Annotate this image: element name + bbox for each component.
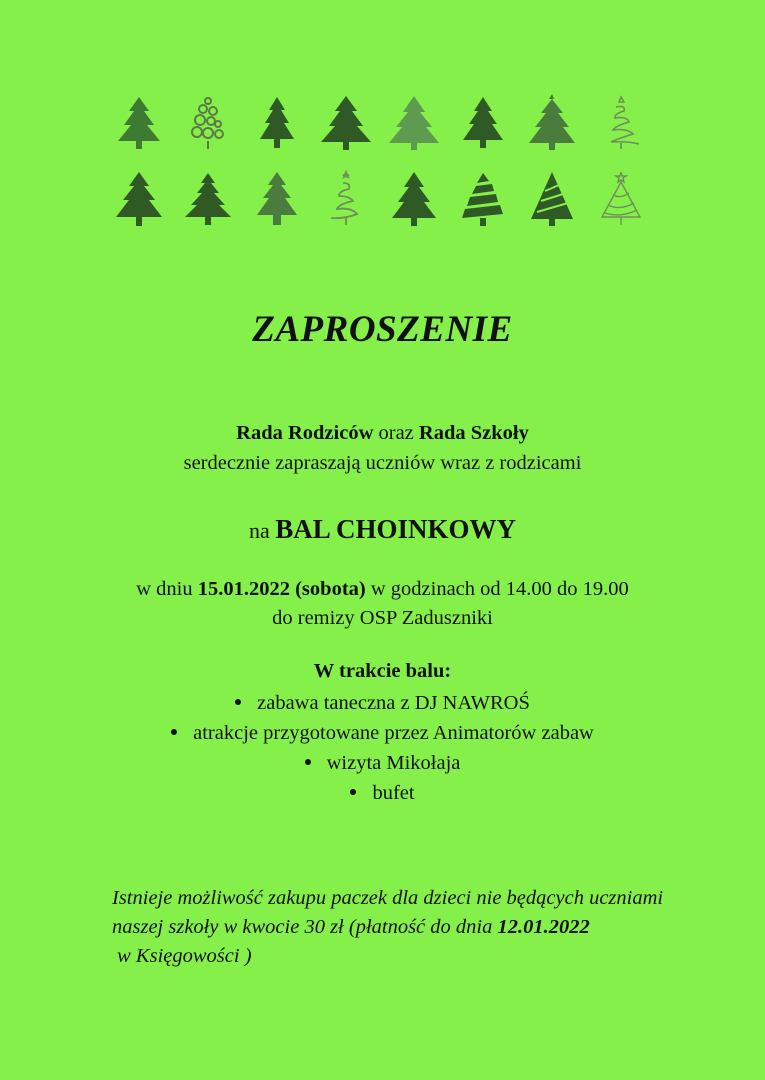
parcel-note xyxy=(112,884,672,971)
organizer-parents: Rada Rodziców xyxy=(236,422,374,444)
tree-icon xyxy=(110,90,168,156)
bullet-icon xyxy=(305,759,311,765)
date-time-line xyxy=(0,578,765,601)
star-tree-icon xyxy=(523,90,581,156)
zigzag-tree-icon xyxy=(454,166,512,232)
event-name-line xyxy=(0,514,765,545)
list-item xyxy=(0,778,765,808)
note-tail: w Księgowości ) xyxy=(112,945,252,967)
tree-icon xyxy=(317,90,375,156)
activities-list xyxy=(0,688,765,808)
activity-label: atrakcje przygotowane przez Animatorów zabaw xyxy=(193,722,594,744)
list-item xyxy=(0,718,765,748)
garland-tree-icon xyxy=(523,166,581,232)
activities-heading: W trakcie balu: xyxy=(313,660,452,682)
fir-tree-icon xyxy=(385,90,443,156)
outline-tree-icon xyxy=(592,166,650,232)
event-date: 15.01.2022 (sobota) xyxy=(197,578,366,600)
page-title: ZAPROSZENIE xyxy=(252,309,513,350)
organizers-line xyxy=(0,422,765,445)
note-text: Istnieje możliwość zakupu paczek dla dzieci nie będących uczniami naszej szkoły w kwocie 30 zł (płatność do dnia xyxy=(112,887,664,938)
event-prefix: na xyxy=(248,518,276,543)
bullet-icon xyxy=(350,789,356,795)
list-item xyxy=(0,748,765,778)
payment-deadline: 12.01.2022 xyxy=(497,916,590,938)
tree-icon xyxy=(385,166,443,232)
tree-icon xyxy=(454,90,512,156)
scribble-tree-icon xyxy=(592,90,650,156)
invitation-line: serdecznie zapraszają uczniów wraz z rodzicami xyxy=(183,452,582,474)
swirl-tree-icon xyxy=(179,90,237,156)
bullet-icon xyxy=(235,699,241,705)
swirl-tree-icon xyxy=(317,166,375,232)
tree-row-bottom xyxy=(110,166,650,232)
activity-label: bufet xyxy=(372,782,415,804)
activity-label: zabawa taneczna z DJ NAWROŚ xyxy=(257,692,530,714)
date-prefix: w dniu xyxy=(136,578,198,600)
list-item xyxy=(0,688,765,718)
event-name: BAL CHOINKOWY xyxy=(275,514,517,544)
tree-icon xyxy=(248,90,306,156)
organizer-school: Rada Szkoły xyxy=(418,422,529,444)
conjunction: oraz xyxy=(373,422,419,444)
venue-line: do remizy OSP Zaduszniki xyxy=(272,607,493,629)
tree-row-top xyxy=(110,90,650,156)
christmas-tree-decoration xyxy=(110,90,650,242)
activity-label: wizyta Mikołaja xyxy=(326,752,461,774)
event-hours: w godzinach od 14.00 do 19.00 xyxy=(365,578,629,600)
tree-icon xyxy=(110,166,168,232)
tree-icon xyxy=(248,166,306,232)
tree-icon xyxy=(179,166,237,232)
bullet-icon xyxy=(171,729,177,735)
